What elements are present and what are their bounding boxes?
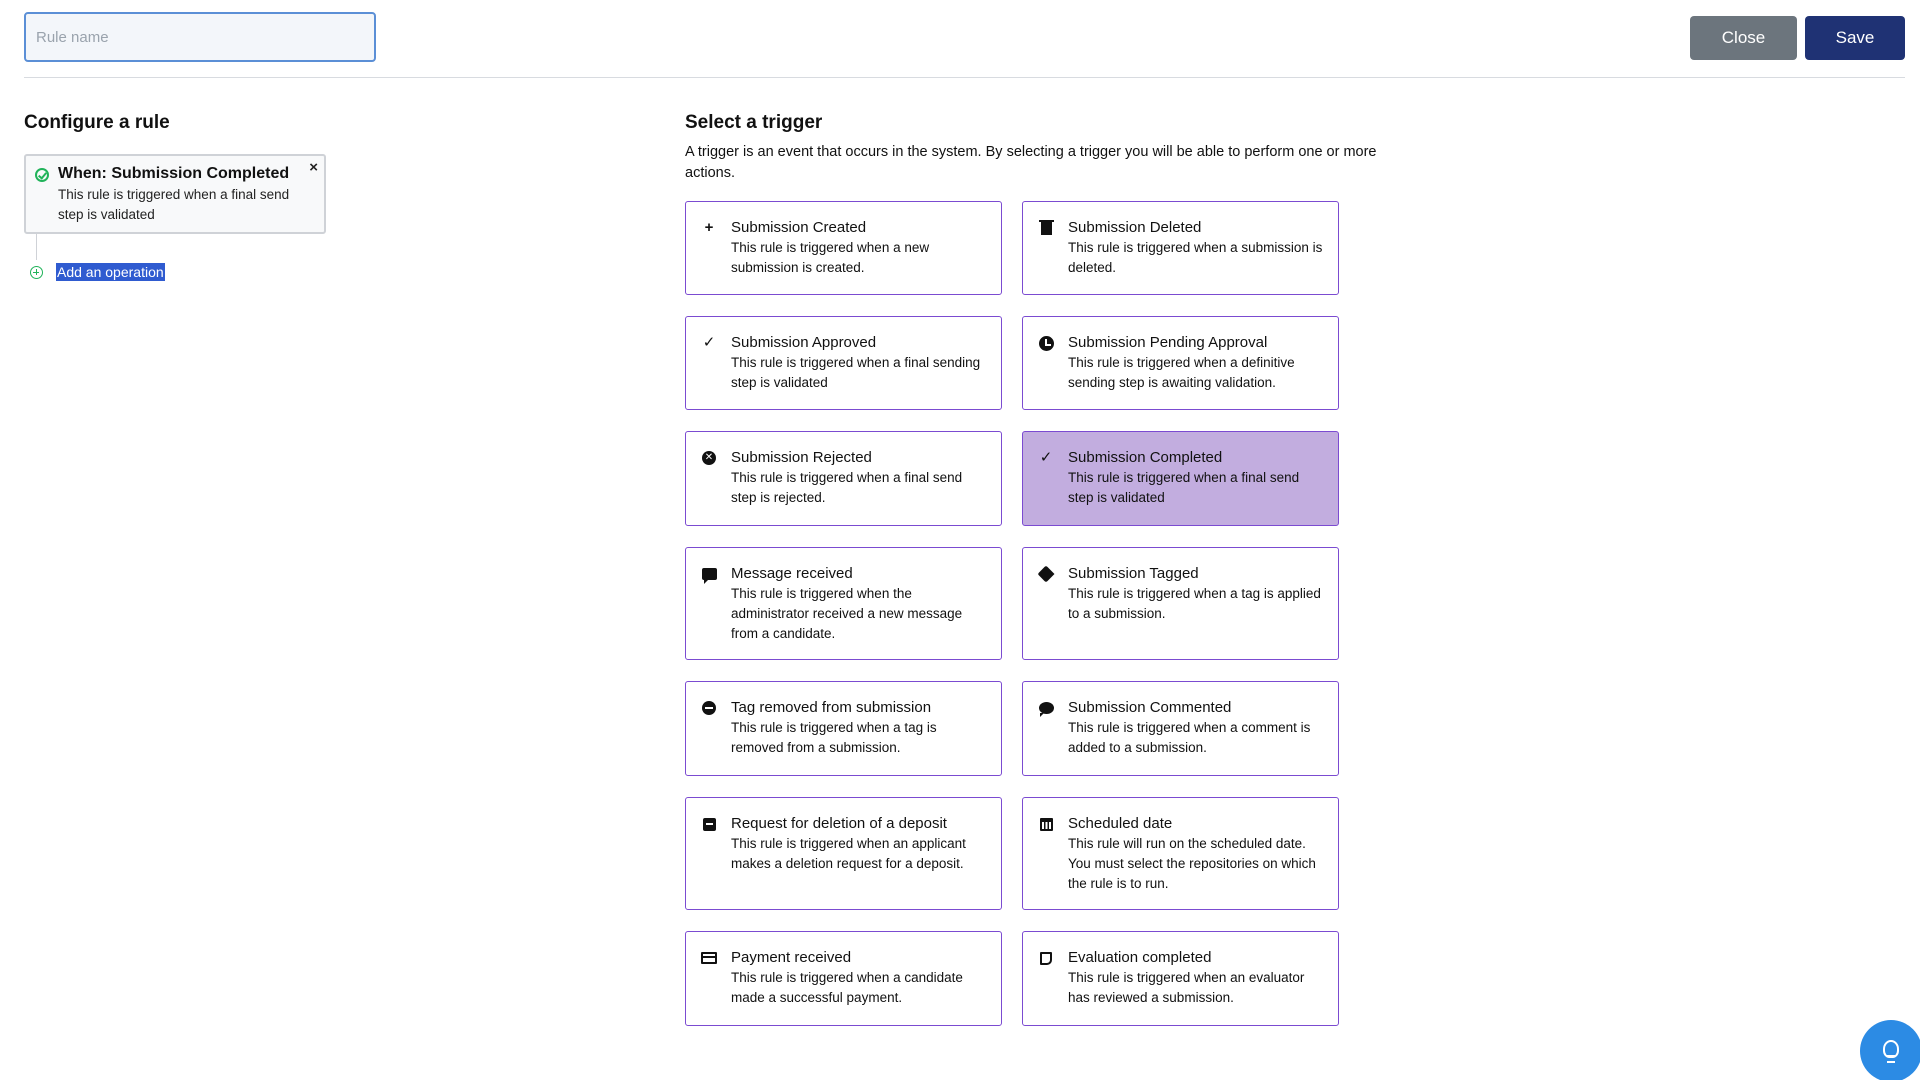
trigger-card-evaluation-completed[interactable]	[1022, 931, 1339, 1026]
check-circle-icon	[35, 168, 49, 182]
trigger-card-title: Request for deletion of a deposit	[731, 815, 947, 832]
configure-title: Configure a rule	[24, 112, 170, 133]
when-trigger-card[interactable]	[24, 154, 326, 234]
operation-connector	[36, 234, 37, 260]
calendar-icon	[1038, 816, 1054, 832]
trigger-card-title: Submission Completed	[1068, 449, 1223, 466]
trigger-card-description: This rule is triggered when a final send step is validated	[1068, 470, 1300, 505]
trigger-card-description: This rule is triggered when a new submission is created.	[731, 240, 930, 275]
note-icon	[1038, 950, 1054, 966]
trigger-card-title: Submission Approved	[731, 334, 877, 351]
trigger-card-submission-pending-approval[interactable]	[1022, 316, 1339, 410]
trigger-card-title: Submission Tagged	[1068, 565, 1199, 582]
clock-icon	[1038, 335, 1054, 351]
trigger-card-description: This rule is triggered when a comment is added to a submission.	[1068, 720, 1311, 755]
trigger-card-message-received[interactable]	[685, 547, 1002, 660]
trigger-card-description: This rule will run on the scheduled date. You must select the repositories on which the rule is to run.	[1068, 836, 1316, 891]
trigger-card-title: Message received	[731, 565, 853, 582]
lightbulb-icon	[1883, 1040, 1899, 1058]
trigger-card-submission-approved[interactable]	[685, 316, 1002, 410]
trigger-card-payment-received[interactable]	[685, 931, 1002, 1026]
trigger-card-title: Evaluation completed	[1068, 949, 1212, 966]
trigger-card-description: This rule is triggered when a definitive sending step is awaiting validation.	[1068, 355, 1295, 390]
trigger-card-submission-rejected[interactable]	[685, 431, 1002, 526]
trigger-card-deletion-request[interactable]	[685, 797, 1002, 910]
double-check-icon: ✓	[1039, 449, 1053, 466]
select-trigger-description: A trigger is an event that occurs in the system. By selecting a trigger you will be able to perform one or more actions.	[685, 144, 1377, 181]
when-trigger-description: This rule is triggered when a final send step is validated	[58, 187, 290, 222]
trigger-card-title: Submission Commented	[1068, 699, 1232, 716]
header-divider	[24, 77, 1905, 78]
trigger-card-title: Scheduled date	[1068, 815, 1173, 832]
save-button[interactable]: Save	[1805, 16, 1905, 60]
trigger-card-submission-created[interactable]	[685, 201, 1002, 295]
trigger-card-description: This rule is triggered when a final send step is rejected.	[731, 470, 963, 505]
trigger-card-title: Payment received	[731, 949, 852, 966]
trigger-card-title: Submission Deleted	[1068, 219, 1202, 236]
credit-card-icon	[701, 950, 717, 966]
minus-square-icon	[701, 816, 717, 832]
double-check-icon: ✓	[702, 334, 716, 351]
trigger-card-description: This rule is triggered when a submission is deleted.	[1068, 240, 1323, 275]
when-trigger-title: When: Submission Completed	[58, 165, 290, 182]
trigger-card-scheduled-date[interactable]	[1022, 797, 1339, 910]
trash-icon	[1038, 220, 1054, 236]
trigger-card-submission-deleted[interactable]	[1022, 201, 1339, 295]
help-button[interactable]	[1860, 1020, 1920, 1080]
add-operation-link[interactable]: Add an operation	[57, 264, 164, 280]
comment-icon	[1038, 700, 1054, 716]
trigger-card-title: Submission Rejected	[731, 449, 872, 466]
trigger-card-title: Tag removed from submission	[731, 699, 932, 716]
trigger-card-description: This rule is triggered when a final sending step is validated	[731, 355, 981, 390]
trigger-card-title: Submission Created	[731, 219, 867, 236]
trigger-card-title: Submission Pending Approval	[1068, 334, 1268, 351]
plus-circle-icon[interactable]	[30, 266, 43, 279]
trigger-card-submission-tagged[interactable]	[1022, 547, 1339, 660]
tag-icon	[1038, 566, 1054, 582]
trigger-card-description: This rule is triggered when a tag is removed from a submission.	[731, 720, 937, 755]
trigger-card-description: This rule is triggered when the administrator received a new message from a candidate.	[731, 586, 963, 641]
minus-circle-icon	[701, 700, 717, 716]
plus-icon: +	[704, 219, 714, 236]
trigger-card-description: This rule is triggered when an evaluator has reviewed a submission.	[1068, 970, 1305, 1005]
remove-trigger-button[interactable]: ×	[309, 159, 318, 176]
trigger-card-submission-commented[interactable]	[1022, 681, 1339, 776]
trigger-card-description: This rule is triggered when an applicant makes a deletion request for a deposit.	[731, 836, 966, 871]
message-icon	[701, 566, 717, 582]
trigger-card-description: This rule is triggered when a tag is applied to a submission.	[1068, 586, 1321, 621]
trigger-card-tag-removed[interactable]	[685, 681, 1002, 776]
close-button[interactable]: Close	[1690, 16, 1797, 60]
select-trigger-title: Select a trigger	[685, 112, 823, 133]
trigger-card-submission-completed[interactable]	[1022, 431, 1339, 526]
rule-name-input[interactable]	[24, 12, 376, 62]
trigger-card-description: This rule is triggered when a candidate made a successful payment.	[731, 970, 963, 1005]
x-circle-icon: ✕	[701, 450, 717, 466]
